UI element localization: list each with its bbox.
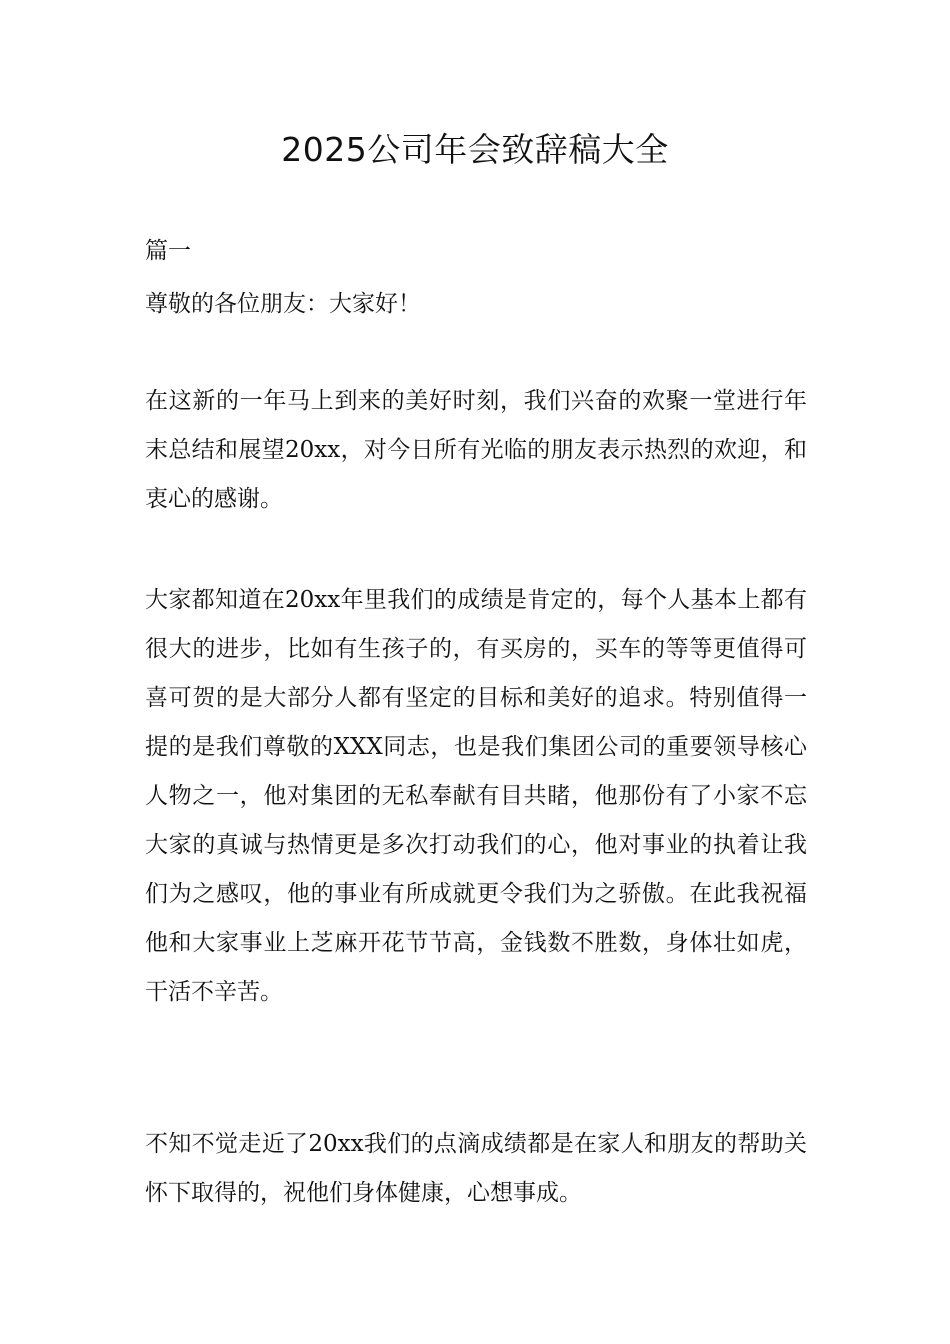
paragraph-2: 大家都知道在20xx年里我们的成绩是肯定的，每个人基本上都有很大的进步，比如有生孩子的，有买房的，买车的等等更值得可喜可贺的是大部分人都有坚定的目标和美好的追求。特别值得一提的是我们尊敬的XXX同志，也是我们集团公司的重要领导核心人物之一，他对集团的无私奉献有目共睹，他那份有了小家不忘大家的真诚与热情更是多次打动我们的心，他对事业的执着让我们为之感叹，他的事业有所成就更令我们为之骄傲。在此我祝福他和大家事业上芝麻开花节节高，金钱数不胜数，身体壮如虎，干活不辛苦。: [145, 587, 807, 1005]
paragraph-1: 在这新的一年马上到来的美好时刻，我们兴奋的欢聚一堂进行年末总结和展望20xx，对今日所有光临的朋友表示热烈的欢迎，和衷心的感谢。: [145, 388, 807, 512]
document-title: 2025公司年会致辞稿大全: [281, 130, 669, 169]
paragraph-3: 不知不觉走近了20xx我们的点滴成绩都是在家人和朋友的帮助关怀下取得的，祝他们身体健康，心想事成。: [145, 1131, 807, 1206]
section-label: 篇一: [145, 238, 191, 264]
greeting-line: 尊敬的各位朋友：大家好！: [145, 291, 421, 317]
